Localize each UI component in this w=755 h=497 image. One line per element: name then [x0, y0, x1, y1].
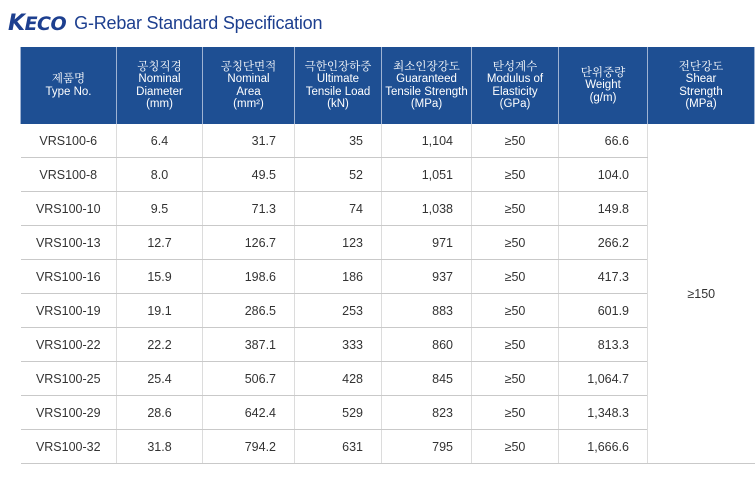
- keco-logo: KECO: [8, 10, 67, 36]
- table-cell: 66.6: [559, 124, 648, 158]
- column-header-en: (GPa): [499, 98, 531, 110]
- table-cell: 1,064.7: [559, 362, 648, 396]
- table-row: [21, 260, 755, 294]
- table-row: [21, 192, 755, 226]
- table-cell: 126.7: [203, 226, 295, 260]
- column-header: [559, 47, 648, 124]
- table-cell: 31.7: [203, 124, 295, 158]
- table-cell: VRS100-29: [21, 396, 117, 430]
- column-header-en: (kN): [327, 98, 349, 110]
- column-header: [295, 47, 382, 124]
- table-cell: 19.1: [117, 294, 203, 328]
- column-header-en: Tensile Load: [305, 85, 371, 98]
- table-cell: 417.3: [559, 260, 648, 294]
- table-cell: VRS100-13: [21, 226, 117, 260]
- table-cell: 266.2: [559, 226, 648, 260]
- table-cell: 25.4: [117, 362, 203, 396]
- table-cell: 333: [295, 328, 382, 362]
- column-header-ko: 탄성계수: [492, 60, 538, 73]
- column-header-en: (mm): [146, 98, 173, 110]
- table-cell: 149.8: [559, 192, 648, 226]
- table-cell: 813.3: [559, 328, 648, 362]
- table-cell: 860: [382, 328, 472, 362]
- table-cell: 1,348.3: [559, 396, 648, 430]
- column-header-en: Elasticity: [492, 85, 538, 98]
- table-cell: 883: [382, 294, 472, 328]
- table-cell: 937: [382, 260, 472, 294]
- column-header-en: Shear: [685, 73, 717, 85]
- table-cell: ≥50: [472, 328, 559, 362]
- table-cell: ≥50: [472, 124, 559, 158]
- shear-strength-cell: ≥150: [648, 124, 755, 464]
- column-header-en: Ultimate: [316, 73, 360, 85]
- table-cell: 12.7: [117, 226, 203, 260]
- table-cell: 823: [382, 396, 472, 430]
- table-header-row: [21, 47, 755, 124]
- table-cell: 253: [295, 294, 382, 328]
- table-cell: ≥50: [472, 362, 559, 396]
- table-cell: 71.3: [203, 192, 295, 226]
- table-cell: 6.4: [117, 124, 203, 158]
- table-cell: VRS100-22: [21, 328, 117, 362]
- table-cell: 286.5: [203, 294, 295, 328]
- spec-table: [20, 47, 755, 464]
- table-cell: 1,104: [382, 124, 472, 158]
- table-row: [21, 362, 755, 396]
- table-cell: 198.6: [203, 260, 295, 294]
- table-cell: VRS100-32: [21, 430, 117, 464]
- table-cell: 631: [295, 430, 382, 464]
- column-header-en: Nominal: [138, 73, 181, 85]
- column-header-ko: 전단강도: [678, 60, 724, 73]
- column-header-ko: 공칭직경: [137, 60, 182, 73]
- table-cell: ≥50: [472, 260, 559, 294]
- column-header-en: Modulus of: [486, 73, 544, 85]
- page-title: G-Rebar Standard Specification: [74, 12, 323, 33]
- column-header-en: (mm²): [233, 98, 264, 110]
- table-cell: VRS100-6: [21, 124, 117, 158]
- column-header: [472, 47, 559, 124]
- column-header: [648, 47, 755, 124]
- table-cell: 794.2: [203, 430, 295, 464]
- table-row: [21, 226, 755, 260]
- column-header-en: Diameter: [136, 85, 183, 98]
- table-cell: 795: [382, 430, 472, 464]
- column-header-en: Type No.: [45, 85, 92, 98]
- column-header-en: (g/m): [589, 91, 617, 104]
- table-cell: 22.2: [117, 328, 203, 362]
- table-cell: ≥50: [472, 192, 559, 226]
- table-cell: 186: [295, 260, 382, 294]
- table-cell: 601.9: [559, 294, 648, 328]
- table-row: [21, 294, 755, 328]
- table-cell: 28.6: [117, 396, 203, 430]
- table-cell: 642.4: [203, 396, 295, 430]
- column-header-ko: 단위중량: [580, 66, 626, 79]
- table-cell: 123: [295, 226, 382, 260]
- column-header-en: Area: [236, 85, 261, 98]
- table-cell: 529: [295, 396, 382, 430]
- column-header-en: Weight: [585, 79, 621, 92]
- table-cell: VRS100-25: [21, 362, 117, 396]
- column-header-ko: 공칭단면적: [220, 60, 277, 73]
- table-cell: 971: [382, 226, 472, 260]
- table-cell: 49.5: [203, 158, 295, 192]
- table-cell: ≥50: [472, 226, 559, 260]
- table-cell: 845: [382, 362, 472, 396]
- table-cell: 1,051: [382, 158, 472, 192]
- table-cell: 8.0: [117, 158, 203, 192]
- table-cell: 428: [295, 362, 382, 396]
- table-cell: VRS100-19: [21, 294, 117, 328]
- column-header-en: Tensile Strength: [385, 85, 468, 98]
- table-cell: VRS100-10: [21, 192, 117, 226]
- column-header-en: Guaranteed: [396, 73, 457, 85]
- table-row: [21, 430, 755, 464]
- table-cell: ≥50: [472, 158, 559, 192]
- table-cell: ≥50: [472, 430, 559, 464]
- column-header-en: (MPa): [685, 98, 717, 110]
- column-header-en: Nominal: [227, 73, 270, 85]
- column-header-en: Strength: [679, 85, 723, 98]
- column-header: [203, 47, 295, 124]
- table-row: [21, 396, 755, 430]
- table-cell: 74: [295, 192, 382, 226]
- table-cell: 52: [295, 158, 382, 192]
- column-header-ko: 극한인장하중: [304, 60, 372, 73]
- column-header: [382, 47, 472, 124]
- column-header-ko: 최소인장강도: [393, 60, 460, 73]
- column-header-ko: 제품명: [51, 73, 86, 85]
- table-cell: ≥50: [472, 396, 559, 430]
- table-cell: 1,038: [382, 192, 472, 226]
- table-cell: 104.0: [559, 158, 648, 192]
- table-row: [21, 158, 755, 192]
- column-header-en: (MPa): [410, 98, 443, 110]
- table-body: [21, 124, 755, 464]
- table-cell: VRS100-16: [21, 260, 117, 294]
- table-cell: 9.5: [117, 192, 203, 226]
- table-cell: 31.8: [117, 430, 203, 464]
- page-header: [8, 10, 322, 36]
- table-cell: 1,666.6: [559, 430, 648, 464]
- table-row: [21, 124, 755, 158]
- table-cell: 35: [295, 124, 382, 158]
- table-cell: 15.9: [117, 260, 203, 294]
- column-header: [117, 47, 203, 124]
- table-cell: VRS100-8: [21, 158, 117, 192]
- table-cell: 506.7: [203, 362, 295, 396]
- column-header: [21, 47, 117, 124]
- table-cell: ≥50: [472, 294, 559, 328]
- table-cell: 387.1: [203, 328, 295, 362]
- table-row: [21, 328, 755, 362]
